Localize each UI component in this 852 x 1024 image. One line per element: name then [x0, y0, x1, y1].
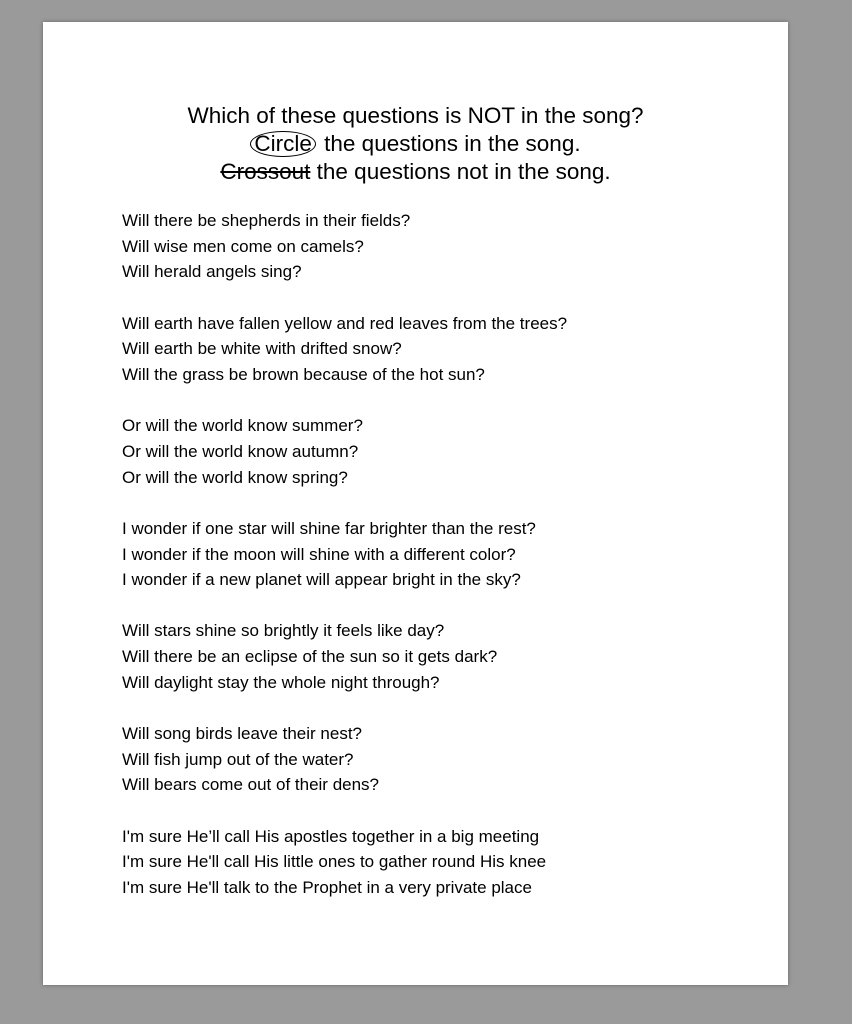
question-line: Or will the world know spring? [122, 467, 348, 487]
instructions-heading [43, 102, 788, 186]
circled-word: Circle [250, 131, 316, 157]
question-line: I wonder if a new planet will appear bright in the sky? [122, 570, 521, 590]
question-line: Or will the world know summer? [122, 416, 363, 436]
question-line: Will earth be white with drifted snow? [122, 339, 402, 359]
question-line: Will the grass be brown because of the hot sun? [122, 365, 485, 385]
question-line: Will there be shepherds in their fields? [122, 211, 411, 230]
question-line: Will song birds leave their nest? [122, 724, 363, 744]
question-line: Will wise men come on camels? [122, 236, 364, 256]
question-line: Will daylight stay the whole night through? [122, 672, 440, 692]
heading-question: Which of these questions is NOT in the song? [187, 103, 644, 128]
question-line: Will earth have fallen yellow and red leaves from the trees? [122, 313, 568, 333]
question-line: Will herald angels sing? [122, 262, 302, 282]
crossout-instruction-text: the questions not in the song. [310, 159, 611, 184]
question-line: I'm sure He'll talk to the Prophet in a very private place [122, 878, 532, 898]
question-line: Will stars shine so brightly it feels like day? [122, 621, 445, 641]
heading-circle-instruction [43, 130, 788, 158]
question-line: Will bears come out of their dens? [122, 775, 380, 795]
stanza [122, 824, 567, 901]
circle-instruction-text: the questions in the song. [317, 131, 581, 156]
stanza [122, 311, 567, 388]
question-line: I wonder if the moon will shine with a different color? [122, 544, 516, 564]
question-line: I wonder if one star will shine far brighter than the rest? [122, 518, 536, 538]
struck-word: Crossout [220, 159, 311, 184]
heading-crossout-instruction [43, 158, 788, 186]
question-list [122, 208, 567, 926]
question-line: Will there be an eclipse of the sun so it gets dark? [122, 647, 498, 667]
stanza [122, 618, 567, 695]
stanza [122, 516, 567, 593]
document-page [43, 22, 788, 985]
question-line: I'm sure He’ll call His apostles together in a big meeting [122, 826, 540, 846]
question-line: I'm sure He'll call His little ones to gather round His knee [122, 852, 547, 872]
question-line: Will fish jump out of the water? [122, 749, 354, 769]
stanza [122, 413, 567, 490]
question-line: Or will the world know autumn? [122, 441, 359, 461]
stanza [122, 208, 567, 285]
stanza [122, 721, 567, 798]
